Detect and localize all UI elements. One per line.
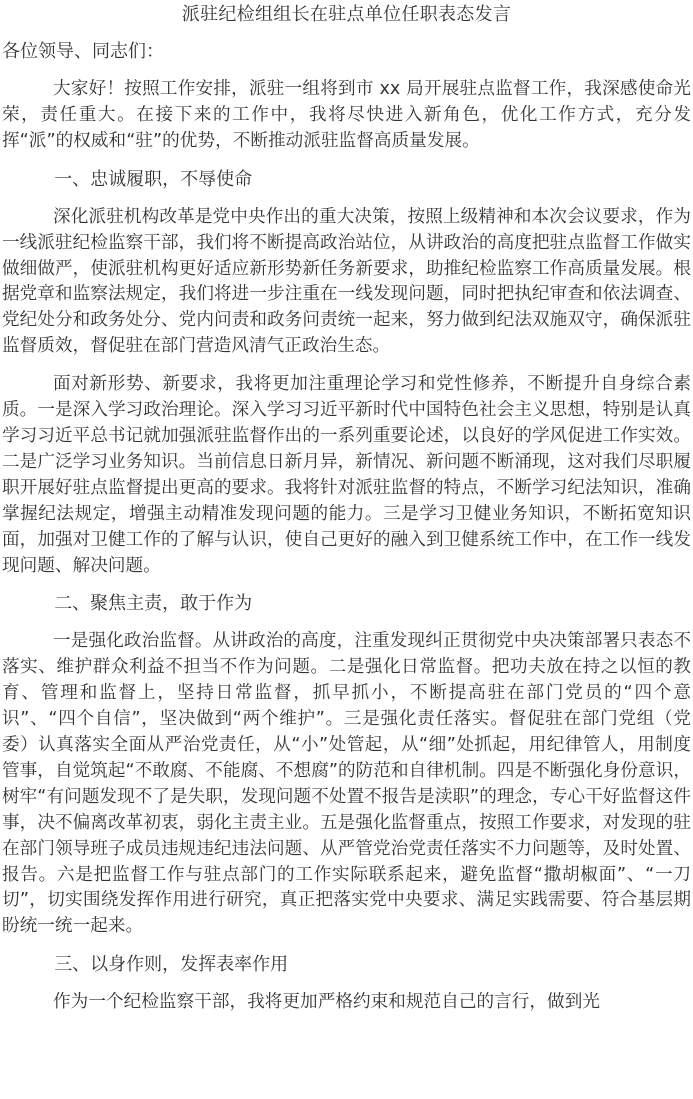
paragraph-section-2: 一是强化政治监督。从讲政治的高度，注重发现纠正贯彻党中央决策部署只表态不落实、维护群众利益不担当不作为问题。二是强化日常监督。把功夫放在持之以恒的教育、管理和监督上，坚持日常监督，抓早抓小，不断提高驻在部门党员的“四个意识”、“四个自信”，坚决做到“两个维护”。三是强化责任落实。督促驻在部门党组（党委）认真落实全面从严治党责任，从“小”处管起，从“细”处抓起，用纪律管人，用制度管事，自觉筑起“不敢腐、不能腐、不想腐”的防范和自律机制。四是不断强化身份意识，树牢“有问题发现不了是失职，发现问题不处置不报告是渎职”的理念，专心干好监督这件事，决不偏离改革初衷，弱化主责主业。五是强化监督重点，按照工作要求，对发现的驻在部门领导班子成员违规违纪违法问题、从严管党治党责任落实不力问题等，及时处置、报告。六是把监督工作与驻点部门的工作实际联系起来，避免监督“撒胡椒面”、“一刀切”，切实围绕发挥作用进行研究，真正把落实党中央要求、满足实践需要、符合基层期盼统一统一起来。: [2, 631, 691, 937]
paragraph-section-3: 作为一个纪检监察干部，我将更加严格约束和规范自己的言行，做到光: [53, 992, 600, 1013]
section-heading-3: 三、以身作则，发挥表率作用: [54, 954, 289, 976]
paragraph-intro: 大家好！按照工作安排，派驻一组将到市 xx 局开展驻点监督工作，我深感使命光荣，责任重大。在接下来的工作中，我将尽快进入新角色，优化工作方式，充分发挥“派”的权威和“驻”的优势，不断推动派驻监督高质量发展。: [2, 79, 691, 151]
paragraph-section-1-b: 面对新形势、新要求，我将更加注重理论学习和党性修养，不断提升自身综合素质。一是深入学习政治理论。深入学习习近平新时代中国特色社会主义思想，特别是认真学习习近平总书记就加强派驻监督作出的一系列重要论述，以良好的学风促进工作实效。二是广泛学习业务知识。当前信息日新月异，新情况、新问题不断涌现，这对我们尽职履职开展好驻点监督提出更高的要求。我将针对派驻监督的特点，不断学习纪法知识，准确掌握纪法规定，增强主动精准发现问题的能力。三是学习卫健业务知识，不断拓宽知识面，加强对卫健工作的了解与认识，使自己更好的融入到卫健系统工作中，在工作一线发现问题、解决问题。: [2, 374, 691, 576]
salutation: 各位领导、同志们：: [2, 41, 164, 62]
section-heading-2: 二、聚焦主责，敢于作为: [54, 593, 253, 615]
paragraph-section-1-a: 深化派驻机构改革是党中央作出的重大决策，按照上级精神和本次会议要求，作为一线派驻纪检监察干部，我们将不断提高政治站位，从讲政治的高度把驻点监督工作做实做细做严，使派驻机构更好适应新形势新任务新要求，助推纪检监察工作高质量发展。根据党章和监察法规定，我们将进一步注重在一线发现问题，同时把执纪审查和依法调查、党纪处分和政务处分、党内问责和政务问责统一起来，努力做到纪法双施双守，确保派驻监督质效，督促驻在部门营造风清气正政治生态。: [2, 206, 691, 357]
document-title: 派驻纪检组组长在驻点单位任职表态发言: [181, 4, 512, 25]
section-heading-1: 一、忠诚履职，不辱使命: [54, 168, 253, 190]
document-page: [0, 2, 693, 1099]
